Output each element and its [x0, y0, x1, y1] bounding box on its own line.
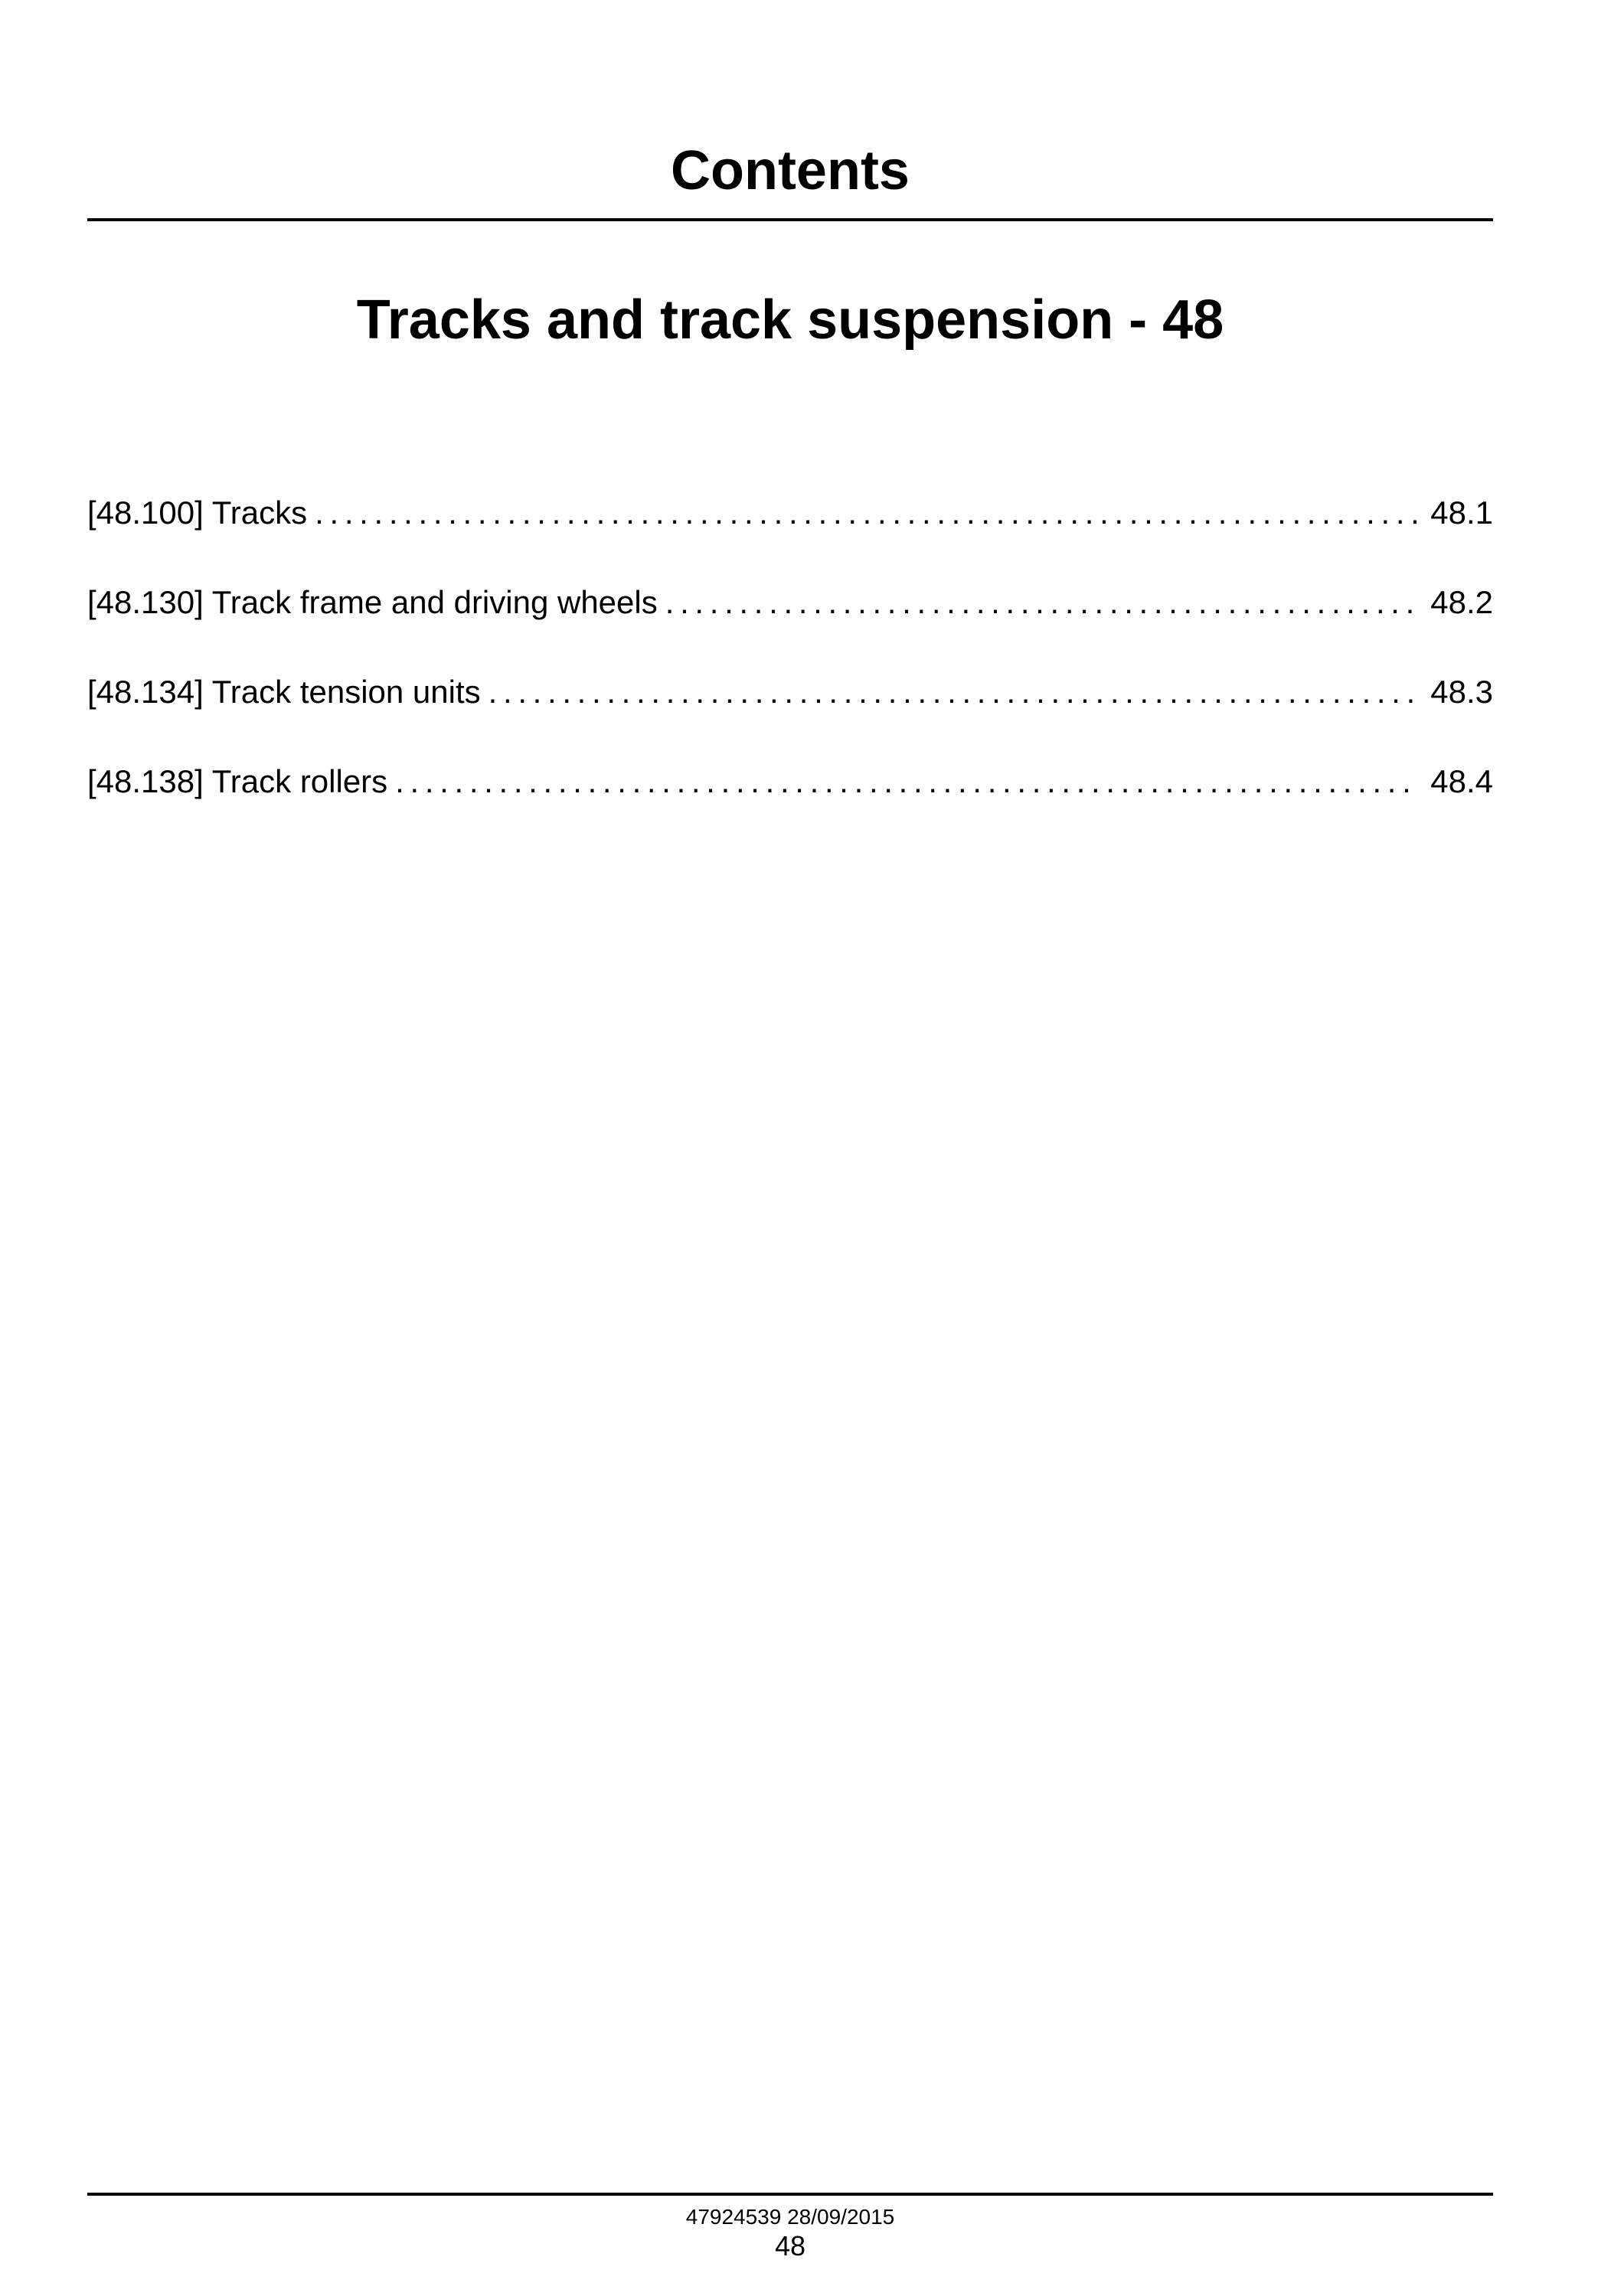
toc-entry-page: 48.4: [1430, 763, 1493, 799]
toc-entry-label: [48.100] Tracks: [87, 495, 308, 531]
section-title: Tracks and track suspension - 48: [356, 289, 1224, 351]
toc-entry-tracks[interactable]: [87, 490, 1493, 580]
dot-leader: [395, 759, 1417, 805]
toc-entry-page: 48.3: [1430, 674, 1493, 710]
header-divider: [87, 218, 1493, 221]
toc-entry-label: [48.134] Track tension units: [87, 674, 481, 710]
dot-leader: [489, 669, 1417, 715]
toc-entry-track-rollers[interactable]: [87, 759, 1493, 848]
table-of-contents: [87, 490, 1493, 848]
footer-page-number: 48: [774, 2230, 806, 2262]
footer-divider: [87, 2193, 1493, 2196]
dot-leader: [315, 490, 1417, 536]
toc-entry-page: 48.1: [1430, 495, 1493, 531]
toc-entry-track-tension[interactable]: [87, 669, 1493, 759]
toc-entry-track-frame[interactable]: [87, 580, 1493, 669]
toc-entry-label: [48.130] Track frame and driving wheels: [87, 584, 658, 620]
footer-document-code: 47924539 28/09/2015: [685, 2205, 895, 2229]
dot-leader: [665, 580, 1417, 625]
page-heading: Contents: [671, 140, 910, 201]
toc-entry-label: [48.138] Track rollers: [87, 763, 388, 799]
toc-entry-page: 48.2: [1430, 584, 1493, 620]
